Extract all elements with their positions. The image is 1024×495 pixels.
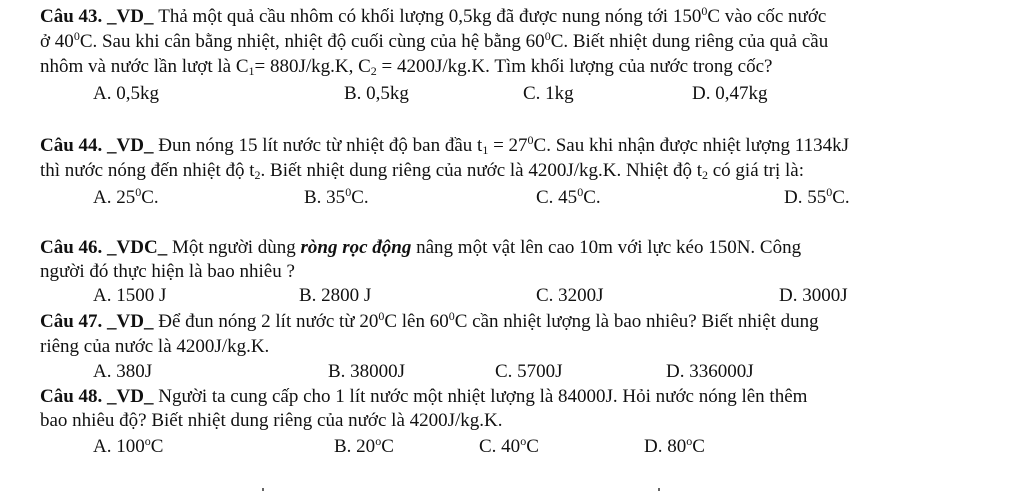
degree-sup: o [686,434,693,448]
subscript: 2 [254,168,261,182]
question-43-option-b[interactable]: B. 0,5kg [344,83,409,104]
question-43-line-3 [40,56,772,78]
question-48-text: Người ta cung cấp cho 1 lít nước một nhiệt lượng là 84000J. Hỏi nước nóng lên thêm [158,386,808,407]
question-46-option-b[interactable]: B. 2800 J [299,285,372,306]
question-44-line-2 [40,160,804,182]
option-text: C. 40 [479,436,521,457]
question-46-option-d[interactable]: D. 3000J [779,285,848,306]
question-43-option-a[interactable]: A. 0,5kg [93,83,159,104]
question-43-line-1 [40,6,826,28]
question-44-text: . Biết nhiệt dung riêng của nước là 4200J/kg.K. Nhiệt độ t [260,160,702,181]
option-text: D. 55 [784,187,827,208]
degree-sup: 0 [448,309,455,323]
page-edge-marks [0,488,1024,495]
question-47-line-1 [40,311,819,333]
question-43-option-c[interactable]: C. 1kg [523,83,574,104]
option-text: B. 20 [334,436,376,457]
question-44-text: C. Sau khi nhận được nhiệt lượng 1134kJ [533,135,849,156]
emphasized-term: ròng rọc động [300,237,412,258]
degree-sup: o [375,434,382,448]
question-47-option-d[interactable]: D. 336000J [666,361,754,382]
option-text: A. 25 [93,187,136,208]
question-46-number: Câu 46. [40,237,103,258]
option-text: C [526,436,539,457]
subscript: 1 [482,143,489,157]
degree-sup: 0 [577,185,584,199]
question-46-line-2: người đó thực hiện là bao nhiêu ? [40,261,295,282]
question-48-line-2: bao nhiêu độ? Biết nhiệt dung riêng của nước là 4200J/kg.K. [40,410,503,431]
question-43-text: = 4200J/kg.K. Tìm khối lượng của nước trong cốc? [376,56,773,77]
degree-sup: 0 [527,133,534,147]
question-44-text: thì nước nóng đến nhiệt độ t [40,160,255,181]
option-text: C [692,436,705,457]
subscript: 2 [370,64,377,78]
question-44-option-d[interactable] [784,187,850,209]
question-46-text: nâng một vật lên cao 10m với lực kéo 150N. Công [411,237,802,258]
question-44-number: Câu 44. [40,135,103,156]
option-text: C [381,436,394,457]
question-44-tag: _VD_ [102,135,159,156]
question-43-line-2 [40,31,828,53]
degree-sup: 0 [135,185,142,199]
question-46-text: Một người dùng [171,237,301,258]
question-48-tag: _VD_ [102,386,159,407]
question-43-text: nhôm và nước lần lượt là C [40,56,249,77]
option-text: B. 35 [304,187,346,208]
question-43-number: Câu 43. [40,6,103,27]
degree-sup: o [144,434,151,448]
question-47-option-c[interactable]: C. 5700J [495,361,563,382]
question-43-text: = 880J/kg.K, C [254,56,371,77]
question-47-line-2: riêng của nước là 4200J/kg.K. [40,336,270,357]
option-text: C [150,436,164,457]
question-46-option-a[interactable]: A. 1500 J [93,285,167,306]
question-48-option-a[interactable] [93,436,163,458]
degree-sup: 0 [826,185,833,199]
degree-sup: 0 [544,29,551,43]
question-43-text: C vào cốc nước [707,6,827,27]
question-47-number: Câu 47. [40,311,103,332]
question-43-tag: _VD_ [102,6,159,27]
option-text: C. [583,187,601,208]
option-text: D. 80 [644,436,687,457]
question-44-text: có giá trị là: [707,160,805,181]
degree-sup: 0 [701,4,708,18]
question-48-number: Câu 48. [40,386,103,407]
question-47-text: C lên 60 [384,311,449,332]
question-47-text: Để đun nóng 2 lít nước từ 20 [158,311,379,332]
question-43-text: ở 40 [40,31,74,52]
degree-sup: 0 [378,309,385,323]
question-44-text: Đun nóng 15 lít nước từ nhiệt độ ban đầu t [158,135,483,156]
question-48-option-c[interactable] [479,436,539,458]
question-48-option-d[interactable] [644,436,705,458]
question-44-option-a[interactable] [93,187,159,209]
option-text: C. [141,187,159,208]
question-43-text: Thả một quả cầu nhôm có khối lượng 0,5kg đã được nung nóng tới 150 [158,6,702,27]
question-43-option-d[interactable]: D. 0,47kg [692,83,768,104]
degree-sup: o [520,434,527,448]
subscript: 2 [701,168,708,182]
question-47-option-a[interactable]: A. 380J [93,361,153,382]
degree-sup: 0 [73,29,80,43]
question-43-text: C. Sau khi cân bằng nhiệt, nhiệt độ cuối cùng của hệ bằng 60 [79,31,545,52]
option-text: C. 45 [536,187,578,208]
edge-mark [262,488,264,491]
option-text: A. 100 [93,436,145,457]
question-47-tag: _VD_ [102,311,159,332]
degree-sup: 0 [345,185,352,199]
question-47-text: C cần nhiệt lượng là bao nhiêu? Biết nhiệt dung [454,311,819,332]
edge-mark [658,488,660,491]
question-44-text: = 27 [488,135,528,156]
question-44-option-b[interactable] [304,187,369,209]
question-46-tag: _VDC_ [102,237,172,258]
option-text: C. [832,187,850,208]
subscript: 1 [248,64,255,78]
question-44-line-1 [40,135,849,157]
question-43-text: C. Biết nhiệt dung riêng của quả cầu [550,31,829,52]
question-48-option-b[interactable] [334,436,394,458]
question-47-option-b[interactable]: B. 38000J [328,361,406,382]
option-text: C. [351,187,369,208]
question-44-option-c[interactable] [536,187,601,209]
question-48-line-1 [40,386,807,408]
question-46-option-c[interactable]: C. 3200J [536,285,604,306]
question-46-line-1 [40,237,801,259]
